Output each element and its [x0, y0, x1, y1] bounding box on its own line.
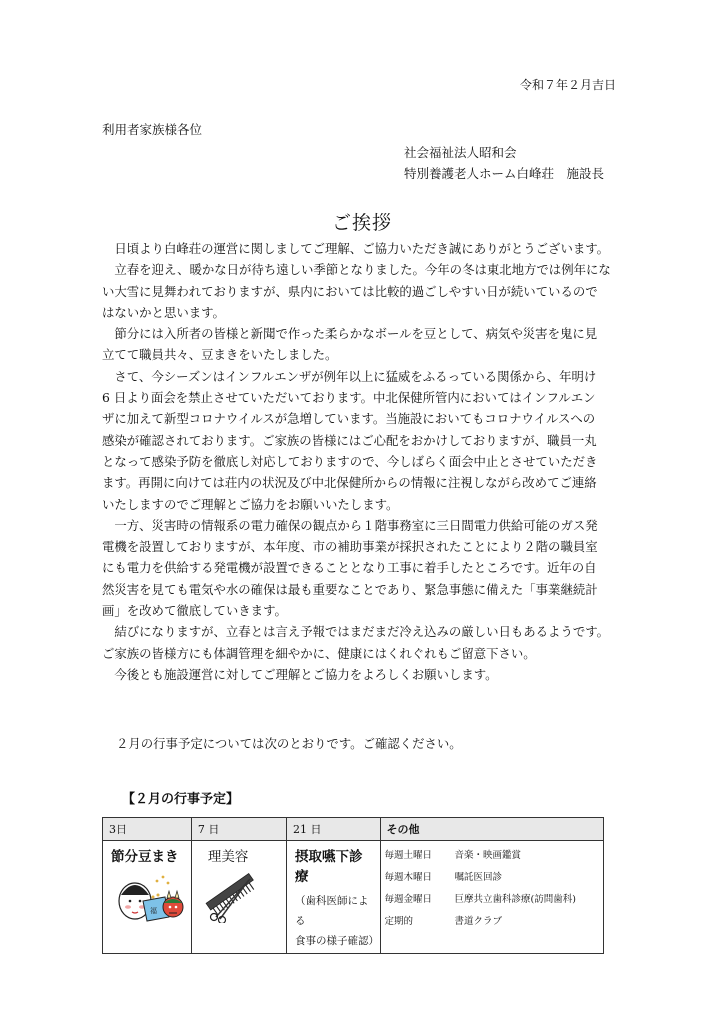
other-item — [385, 909, 600, 931]
other-item-day: 毎週土曜日 — [384, 850, 433, 861]
event-swallow-exam: 摂取嚥下診療 — [294, 849, 363, 885]
other-item — [385, 865, 600, 887]
body-line: ご家族の皆様方にも体調管理を細やかに、健康にはくれぐれもご留意下さい。 — [102, 645, 536, 661]
body-line: い大雪に見舞われておりますが、県内においては比較的過ごしやすい日が続いているので — [102, 283, 598, 299]
body-line: 日頃より白峰荘の運営に関しましてご理解、ご協力いただき誠にありがとうございます。 — [102, 241, 610, 256]
body-line: 電機を設置しておりますが、本年度、市の補助事業が採択されたことにより２階の職員室 — [102, 539, 598, 555]
column-header-other: その他 — [380, 818, 604, 841]
body-line: 画」を改めて徹底していきます。 — [102, 603, 287, 619]
letter-body — [102, 238, 624, 685]
svg-text:福: 福 — [150, 907, 157, 915]
oni-and-otafuku-illustration-icon — [113, 867, 185, 925]
column-header-3rd: 3日 — [103, 818, 192, 841]
body-line: 一方、災害時の情報系の電力確保の観点から１階事務室に三日間電力供給可能のガス発 — [102, 517, 598, 533]
schedule-heading: 【２月の行事予定】 — [122, 792, 240, 807]
other-item-activity: 書道クラブ — [454, 916, 503, 927]
event-swallow-note-line2: 食事の様子確認） — [294, 935, 379, 947]
schedule-table — [102, 817, 604, 954]
other-item-day: 毎週金曜日 — [384, 894, 433, 905]
other-item-day: 毎週木曜日 — [384, 872, 433, 883]
event-haircut: 理美容 — [207, 849, 249, 865]
body-line: 立春を迎え、暖かな日が待ち遠しい季節となりました。今年の冬は東北地方では例年にな — [102, 262, 611, 278]
other-item — [385, 887, 600, 909]
body-line: 6 日より面会を禁止させていただいております。中北保健所管内においてはインフルエン — [102, 390, 596, 406]
event-swallow-note-line1: （歯科医師による — [294, 895, 369, 927]
other-item — [385, 843, 600, 865]
column-header-7th: 7 日 — [191, 818, 286, 841]
other-item-activity: 巨摩共立歯科診療(訪問歯科) — [454, 894, 576, 905]
event-swallow-note — [294, 891, 379, 951]
body-line: 立てて職員共々、豆まきをいたしました。 — [102, 347, 338, 363]
recipient: 利用者家族様各位 — [102, 122, 203, 137]
body-line: さて、今シーズンはインフルエンザが例年以上に猛威をふるっている関係から、年明け — [102, 368, 597, 384]
other-item-activity: 音楽・映画鑑賞 — [454, 850, 522, 861]
body-line: 今後とも施設運営に対してご理解とご協力をよろしくお願いします。 — [102, 666, 498, 682]
comb-and-scissors-icon — [202, 867, 262, 923]
body-line: にも電力を供給する発電機が設置できることとなり工事に着手したところです。近年の自 — [102, 560, 597, 576]
body-line: ザに加えて新型コロナウイルスが急増しています。当施設においてもコロナウイルスへの — [102, 411, 596, 427]
body-line: 然災害を見ても電気や水の確保は最も重要なことであり、緊急事態に備えた「事業継続計 — [102, 581, 598, 597]
body-line: となって感染予防を徹底し対応しておりますので、今しばらく面会中止とさせていただき — [102, 453, 598, 469]
body-line: 感染が確認されております。ご家族の皆様にはご心配をおかけしておりますが、職員一丸 — [102, 432, 597, 448]
other-item-day: 定期的 — [384, 916, 414, 927]
body-line: ます。再開に向けては荘内の状況及び中北保健所からの情報に注視しながら改めてご連絡 — [102, 475, 597, 491]
letter-title: ご挨拶 — [331, 212, 392, 234]
other-item-activity: 嘱託医回診 — [454, 872, 503, 883]
sender-facility: 特別養護老人ホーム白峰荘 施設長 — [404, 166, 605, 181]
body-line: はないかと思います。 — [102, 304, 225, 320]
event-other-cell — [380, 841, 604, 954]
body-line: いたしますのでご理解とご協力をお願いいたします。 — [102, 496, 399, 512]
body-line: 結びになりますが、立春とは言え予報ではまだまだ冷え込みの厳しい日もあるようです。 — [102, 624, 610, 640]
schedule-notice: ２月の行事予定については次のとおりです。ご確認ください。 — [116, 736, 462, 751]
event-setsubun-cell — [103, 841, 192, 954]
letter-date: 令和７年２月吉日 — [520, 78, 617, 92]
column-header-21st: 21 日 — [286, 818, 380, 841]
body-line: 節分には入所者の皆様と新聞で作った柔らかなボールを豆として、病気や災害を鬼に見 — [102, 326, 598, 342]
event-setsubun: 節分豆まき — [111, 849, 179, 865]
sender-organization: 社会福祉法人昭和会 — [404, 145, 517, 160]
event-swallow-cell — [286, 841, 380, 954]
event-haircut-cell — [191, 841, 286, 954]
